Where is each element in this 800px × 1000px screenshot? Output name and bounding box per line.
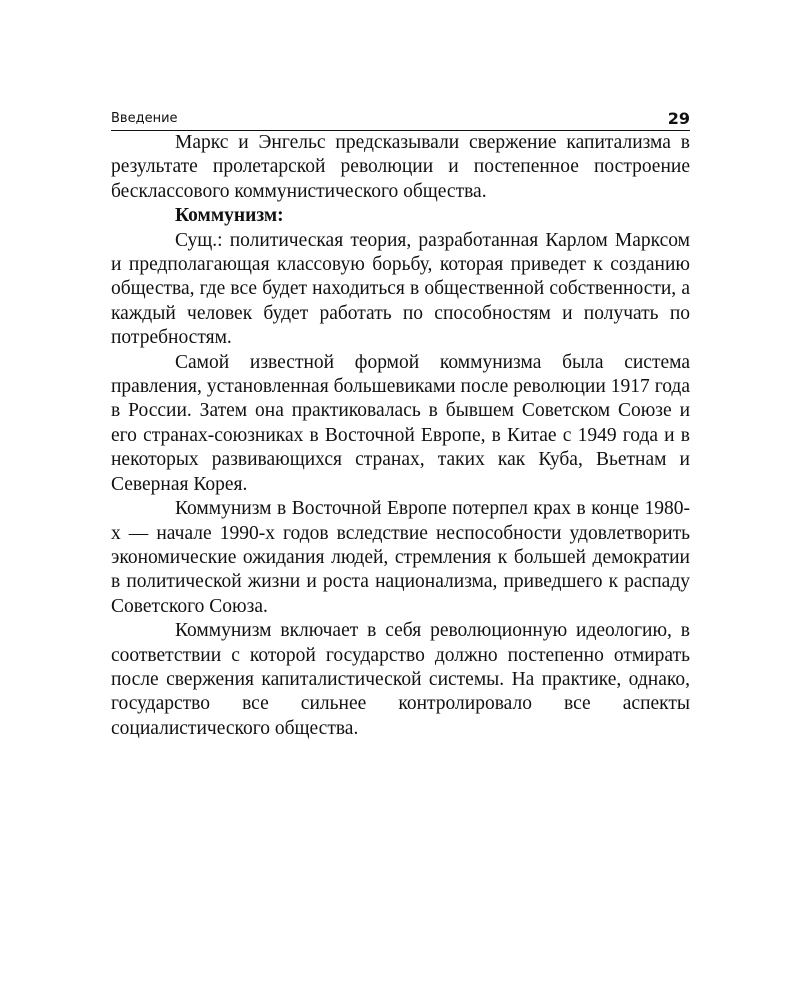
definition-paragraph: Сущ.: политическая теория, разработанная Карлом Марксом и предполагающая классовую борьбу, которая приведет к созданию общества, где все будет находиться в общественной собственности, а каждый человек будет работать по способностям и получать по потребностям.: [111, 229, 690, 349]
entry-term: Коммунизм:: [175, 205, 284, 227]
intro-paragraph: Маркс и Энгельс предсказывали свержение капитализма в результате пролетарской революции и постепенное построение бесклассового коммунистического общества.: [111, 132, 690, 202]
page-number: 29: [667, 109, 690, 128]
page-content: [111, 108, 690, 741]
body-text: [111, 131, 690, 741]
collapse-paragraph: Коммунизм в Восточной Европе потерпел крах в конце 1980-х — начале 1990-х годов вследствие неспособности удовлетворить экономические ожидания людей, стремления к большей демократии в политической жизни и роста национализма, приведшего к распаду Советского Союза.: [111, 498, 690, 617]
history-paragraph: Самой известной формой коммунизма была система правления, установленная большевиками после революции 1917 года в России. Затем она практиковалась в бывшем Советском Союзе и его странах-союзниках в Восточной Европе, в Китае с 1949 года и в некоторых развивающихся странах, таких как Куба, Вьетнам и Северная Корея.: [111, 351, 690, 495]
section-title: Введение: [111, 111, 178, 126]
ideology-paragraph: Коммунизм включает в себя революционную идеологию, в соответствии с которой государство должно постепенно отмирать после свержения капиталистической системы. На практике, однако, государство все сильнее контролировало все аспекты социалистического общества.: [111, 620, 690, 739]
running-header: [111, 108, 690, 131]
